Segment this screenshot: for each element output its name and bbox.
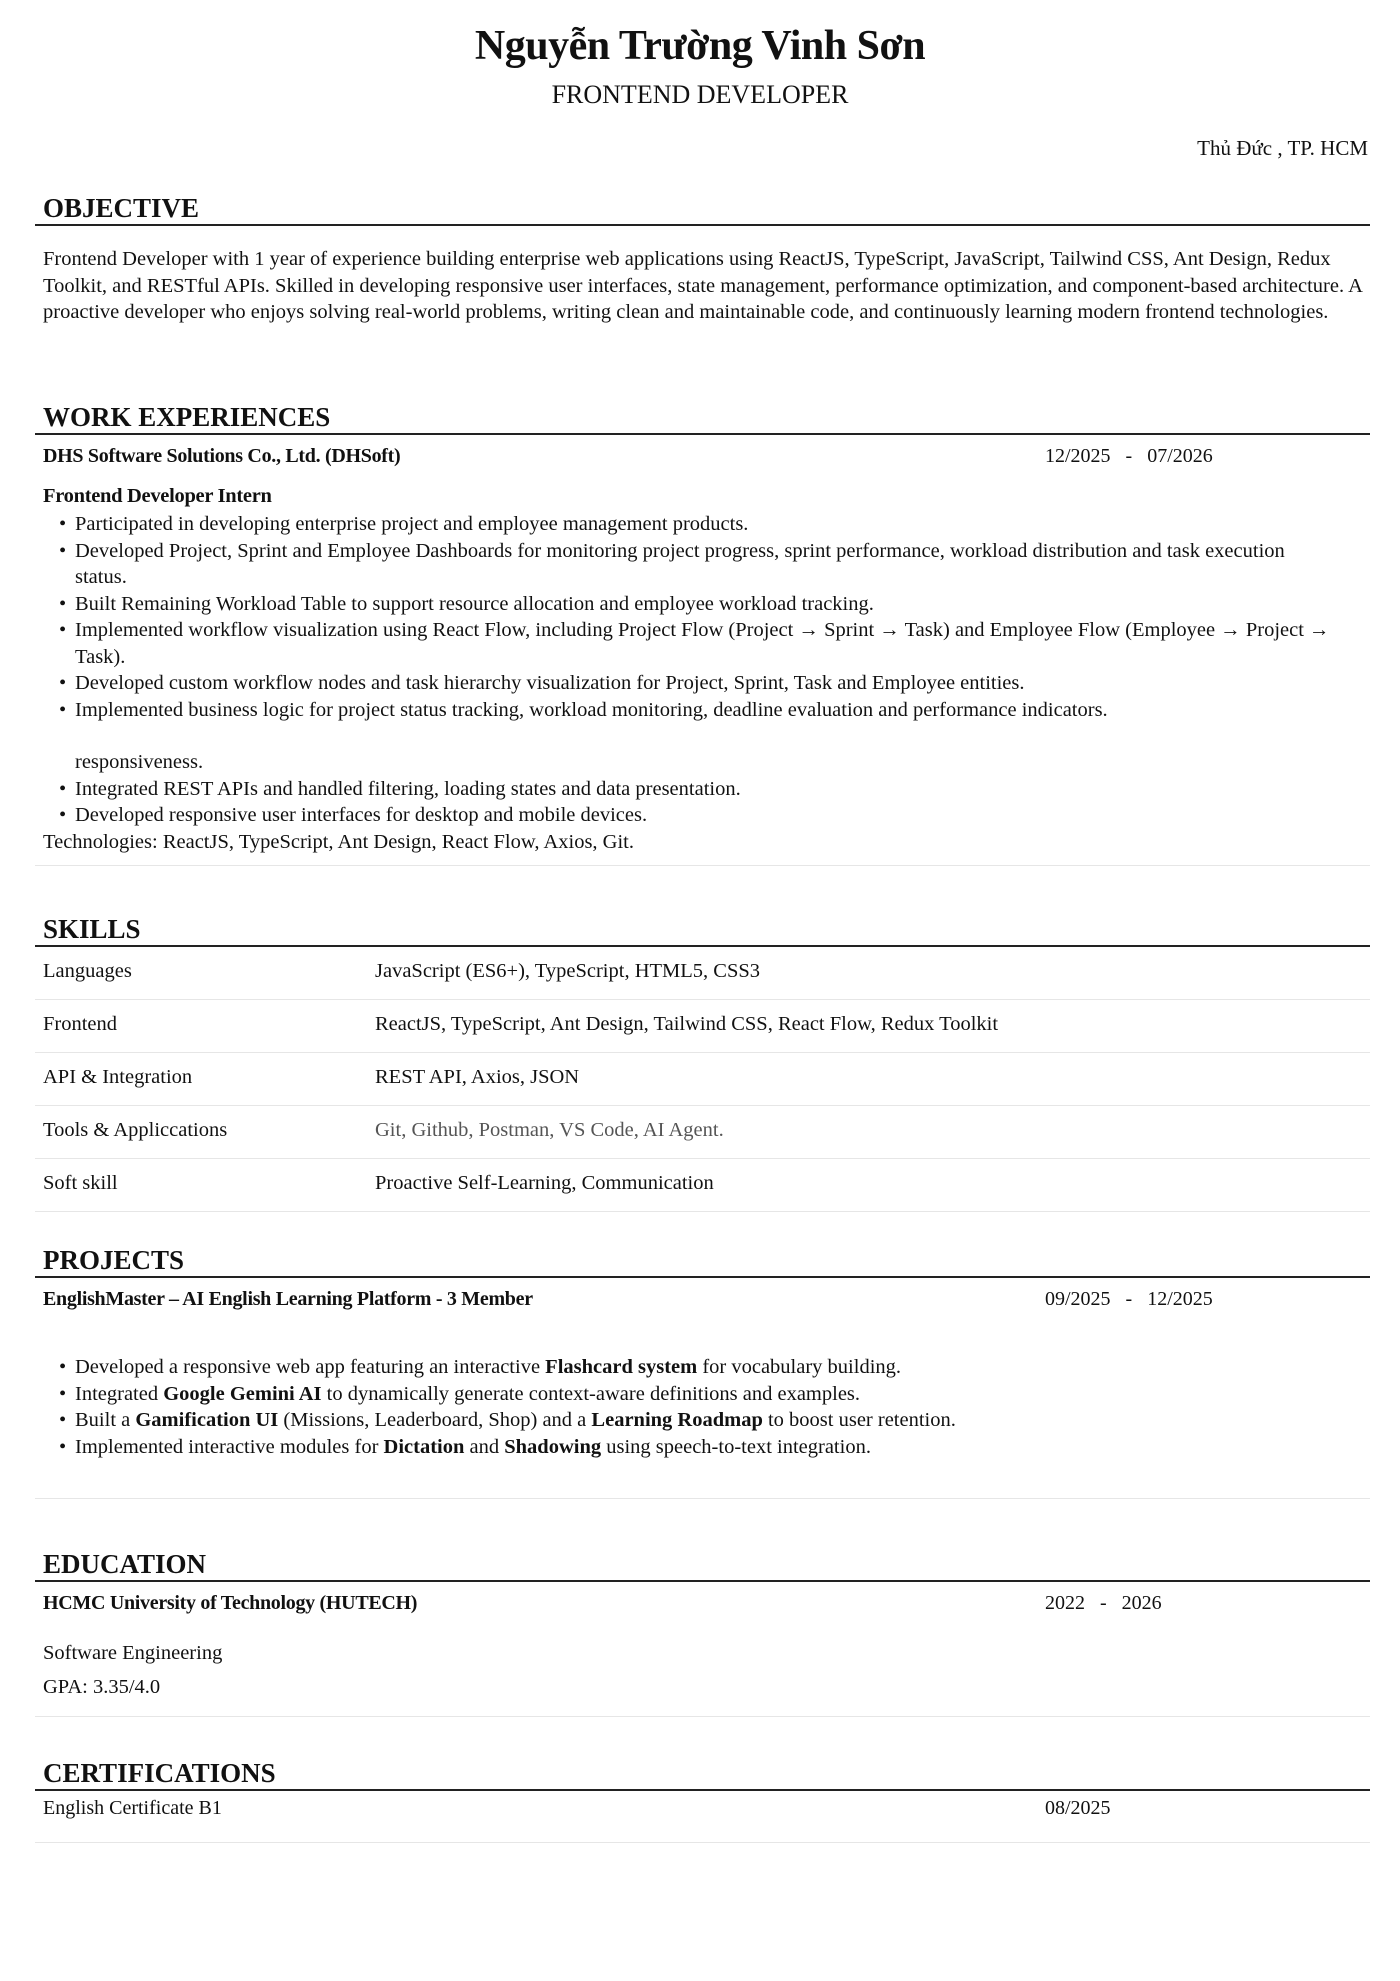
skill-category: Soft skill [43,1172,118,1194]
education-major: Software Engineering [43,1642,223,1664]
skill-category: Languages [43,960,132,982]
work-bullets-more [35,776,1370,829]
skill-row [35,947,1370,1000]
education-gpa: GPA: 3.35/4.0 [43,1676,161,1698]
skill-values: REST API, Axios, JSON [375,1066,580,1088]
skill-row [35,1159,1370,1212]
work-technologies: Technologies: ReactJS, TypeScript, Ant Design, React Flow, Axios, Git. [35,829,1370,867]
work-bullet: • Integrated REST APIs and handled filtering, loading states and data presentation. [35,776,1370,803]
education-dates: 2022 - 2026 [1045,1592,1162,1614]
skill-row [35,1053,1370,1106]
candidate-location: Thủ Đức , TP. HCM [1197,136,1368,160]
company-name: DHS Software Solutions Co., Ltd. (DHSoft) [43,445,401,467]
project-bullets [35,1354,1370,1499]
project-name: EnglishMaster – AI English Learning Platform - 3 Member [43,1288,533,1310]
certification-row [35,1791,1370,1843]
education-header-row [35,1586,1370,1620]
work-bullet: • Implemented business logic for project status tracking, workload monitoring, deadline evaluation and performance indicators. [35,697,1370,724]
project-bullet: • Developed a responsive web app featuring an interactive Flashcard system for vocabulary building. [35,1354,1370,1381]
skill-category: API & Integration [43,1066,193,1088]
education-section [35,1546,1370,1717]
certifications-section [35,1755,1370,1843]
education-title: EDUCATION [35,1546,1370,1582]
certification-date: 08/2025 [1045,1797,1111,1819]
skills-table [35,947,1370,1212]
work-header-row [35,439,1370,473]
project-bullet: • Integrated Google Gemini AI to dynamically generate context-aware definitions and examples. [35,1381,1370,1408]
project-bullet: • Implemented interactive modules for Dictation and Shadowing using speech-to-text integration. [35,1434,1370,1461]
skill-values: Git, Github, Postman, VS Code, AI Agent. [375,1119,724,1141]
project-header-row [35,1282,1370,1316]
projects-title: PROJECTS [35,1242,1370,1278]
skill-values: Proactive Self-Learning, Communication [375,1172,714,1194]
project-bullet: • Built a Gamification UI (Missions, Leaderboard, Shop) and a Learning Roadmap to boost user retention. [35,1407,1370,1434]
skill-row [35,1000,1370,1053]
candidate-role: FRONTEND DEVELOPER [551,80,849,109]
work-bullet: • Built Remaining Workload Table to support resource allocation and employee workload tracking. [35,591,1370,618]
work-section [35,399,1370,866]
projects-section [35,1242,1370,1499]
work-position: Frontend Developer Intern [43,485,272,507]
skill-values: JavaScript (ES6+), TypeScript, HTML5, CSS3 [375,960,760,982]
skills-section [35,911,1370,1212]
certification-name: English Certificate B1 [43,1797,222,1819]
skill-category: Frontend [43,1013,118,1035]
skill-values: ReactJS, TypeScript, Ant Design, Tailwind CSS, React Flow, Redux Toolkit [375,1013,999,1035]
work-title: WORK EXPERIENCES [35,399,1370,435]
objective-title: OBJECTIVE [35,190,1370,226]
skill-row [35,1106,1370,1159]
objective-section [35,190,1370,326]
objective-text: Frontend Developer with 1 year of experience building enterprise web applications using ReactJS, TypeScript, JavaScript, Tailwind CSS, Ant Design, Redux Toolkit, and RESTful APIs. Skilled in developing responsive user interfaces, state management, performance optimization, and component-based architecture. A proactive developer who enjoys solving real-world problems, writing clean and maintainable code, and continuously learning modern frontend technologies. [43,248,1362,323]
work-bullet: • Participated in developing enterprise project and employee management products. [35,511,1370,538]
work-bullet: • Developed responsive user interfaces for desktop and mobile devices. [35,802,1370,829]
work-dates: 12/2025 - 07/2026 [1045,445,1213,467]
work-bullet: • Implemented workflow visualization using React Flow, including Project Flow (Project → Sprint → Task) and Employee Flow (Employee → Project → Task). [35,617,1370,670]
work-bullet: • Developed custom workflow nodes and task hierarchy visualization for Project, Sprint, Task and Employee entities. [35,670,1370,697]
project-dates: 09/2025 - 12/2025 [1045,1288,1213,1310]
work-bullets [35,511,1370,723]
skills-title: SKILLS [35,911,1370,947]
work-orphan-line: responsiveness. [75,751,204,773]
skill-category: Tools & Appliccations [43,1119,228,1141]
work-bullet: • Developed Project, Sprint and Employee Dashboards for monitoring project progress, sprint performance, workload distribution and task execution status. [35,538,1370,591]
certifications-title: CERTIFICATIONS [35,1755,1370,1791]
candidate-name: Nguyễn Trường Vinh Sơn [474,23,926,69]
school-name: HCMC University of Technology (HUTECH) [43,1592,418,1614]
